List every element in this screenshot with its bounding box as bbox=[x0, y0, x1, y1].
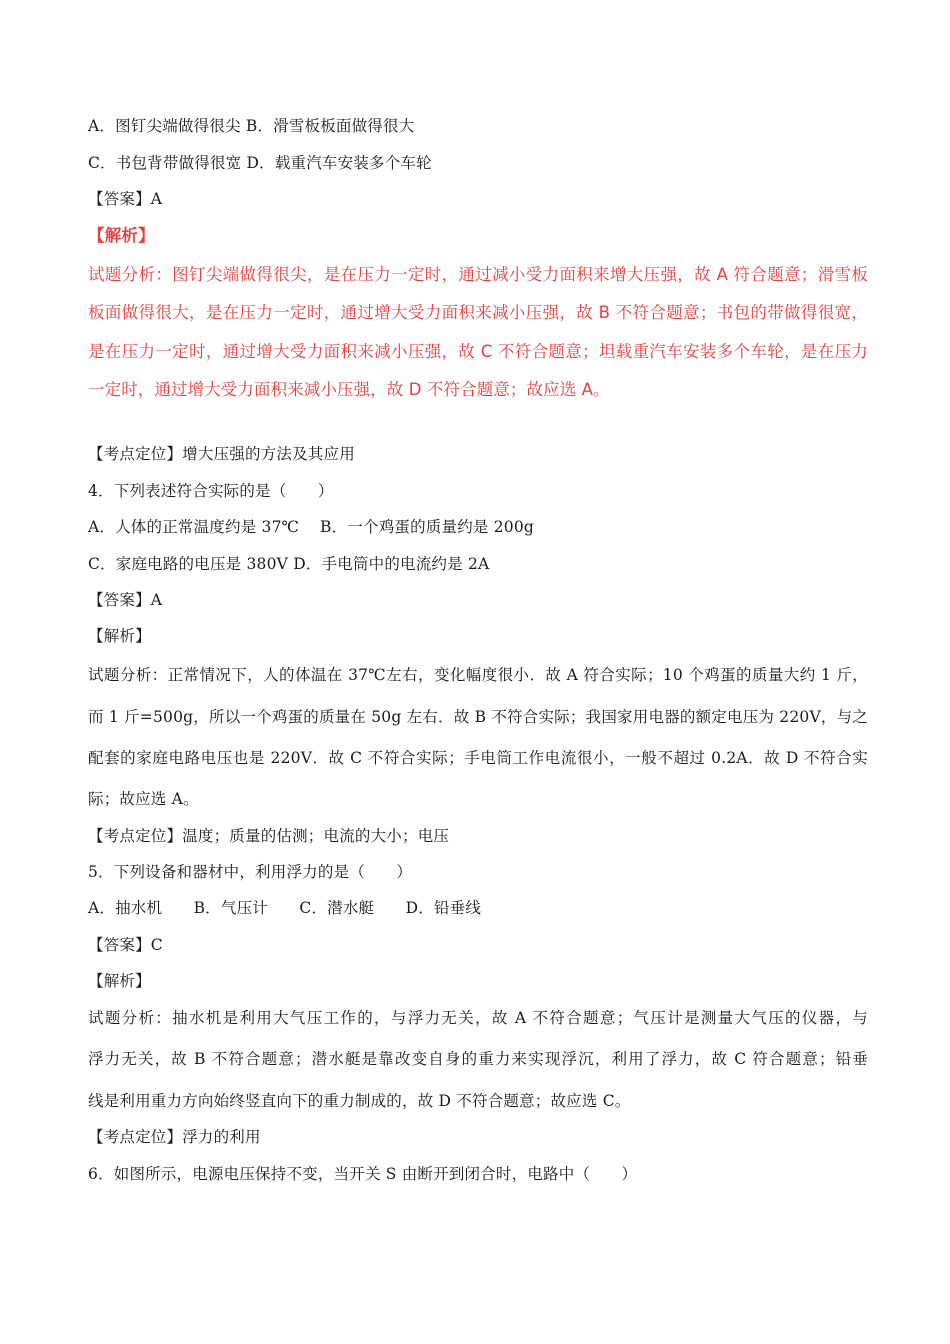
q5-analysis-line: 线是利用重力方向始终竖直向下的重力制成的，故 D 不符合题意；故应选 C。 bbox=[88, 1092, 631, 1110]
q5-answer: 【答案】C bbox=[88, 936, 163, 954]
q4-kaodian: 【考点定位】温度；质量的估测；电流的大小；电压 bbox=[88, 827, 450, 845]
q5-stem: 5．下列设备和器材中，利用浮力的是（ ） bbox=[88, 863, 413, 881]
q3-analysis-line: 一定时，通过增大受力面积来减小压强，故 D 不符合题意；故应选 A。 bbox=[88, 380, 610, 399]
q4-stem: 4．下列表述符合实际的是（ ） bbox=[88, 482, 334, 500]
q5-options: A．抽水机 B．气压计 C．潜水艇 D．铅垂线 bbox=[88, 899, 482, 917]
q3-analysis-line: 是在压力一定时，通过增大受力面积来减小压强，故 C 不符合题意；坦载重汽车安装多个车轮，是在压力 bbox=[88, 342, 868, 361]
q3-analysis-heading: 【解析】 bbox=[88, 226, 155, 245]
q5-analysis-line: 浮力无关，故 B 不符合题意；潜水艇是靠改变自身的重力来实现浮沉，利用了浮力，故 C 符合题意；铅垂 bbox=[88, 1050, 868, 1068]
q4-analysis-line: 配套的家庭电路电压也是 220V．故 C 不符合实际；手电筒工作电流很小，一般不超过 0.2A．故 D 不符合实 bbox=[88, 749, 868, 767]
q4-answer: 【答案】A bbox=[88, 591, 163, 609]
q4-options-ab: A．人体的正常温度约是 37℃ B．一个鸡蛋的质量约是 200g bbox=[88, 518, 535, 536]
q5-analysis-line: 试题分析：抽水机是利用大气压工作的，与浮力无关，故 A 不符合题意；气压计是测量大气压的仪器，与 bbox=[88, 1009, 868, 1027]
q3-options-ab: A．图钉尖端做得很尖 B．滑雪板板面做得很大 bbox=[88, 117, 415, 135]
q3-analysis-line: 试题分析：图钉尖端做得很尖，是在压力一定时，通过减小受力面积来增大压强，故 A 符合题意；滑雪板 bbox=[88, 265, 868, 284]
q4-analysis-heading: 【解析】 bbox=[88, 627, 151, 645]
q6-stem: 6．如图所示，电源电压保持不变，当开关 S 由断开到闭合时，电路中（ ） bbox=[88, 1165, 638, 1183]
q4-analysis-line: 际；故应选 A。 bbox=[88, 790, 199, 808]
q5-kaodian: 【考点定位】浮力的利用 bbox=[88, 1128, 261, 1146]
q5-analysis-heading: 【解析】 bbox=[88, 972, 151, 990]
q4-analysis-line: 而 1 斤=500g，所以一个鸡蛋的质量在 50g 左右．故 B 不符合实际；我国家用电器的额定电压为 220V，与之 bbox=[88, 708, 868, 726]
q3-answer: 【答案】A bbox=[88, 190, 163, 208]
q4-options-cd: C．家庭电路的电压是 380V D．手电筒中的电流约是 2A bbox=[88, 555, 490, 573]
q3-kaodian: 【考点定位】增大压强的方法及其应用 bbox=[88, 445, 355, 463]
q4-analysis-line: 试题分析：正常情况下，人的体温在 37℃左右，变化幅度很小．故 A 符合实际；10 个鸡蛋的质量大约 1 斤， bbox=[88, 666, 868, 684]
q3-analysis-line: 板面做得很大，是在压力一定时，通过增大受力面积来减小压强，故 B 不符合题意；书包的带做得很宽， bbox=[88, 303, 868, 322]
q3-options-cd: C．书包背带做得很宽 D．载重汽车安装多个车轮 bbox=[88, 154, 432, 172]
